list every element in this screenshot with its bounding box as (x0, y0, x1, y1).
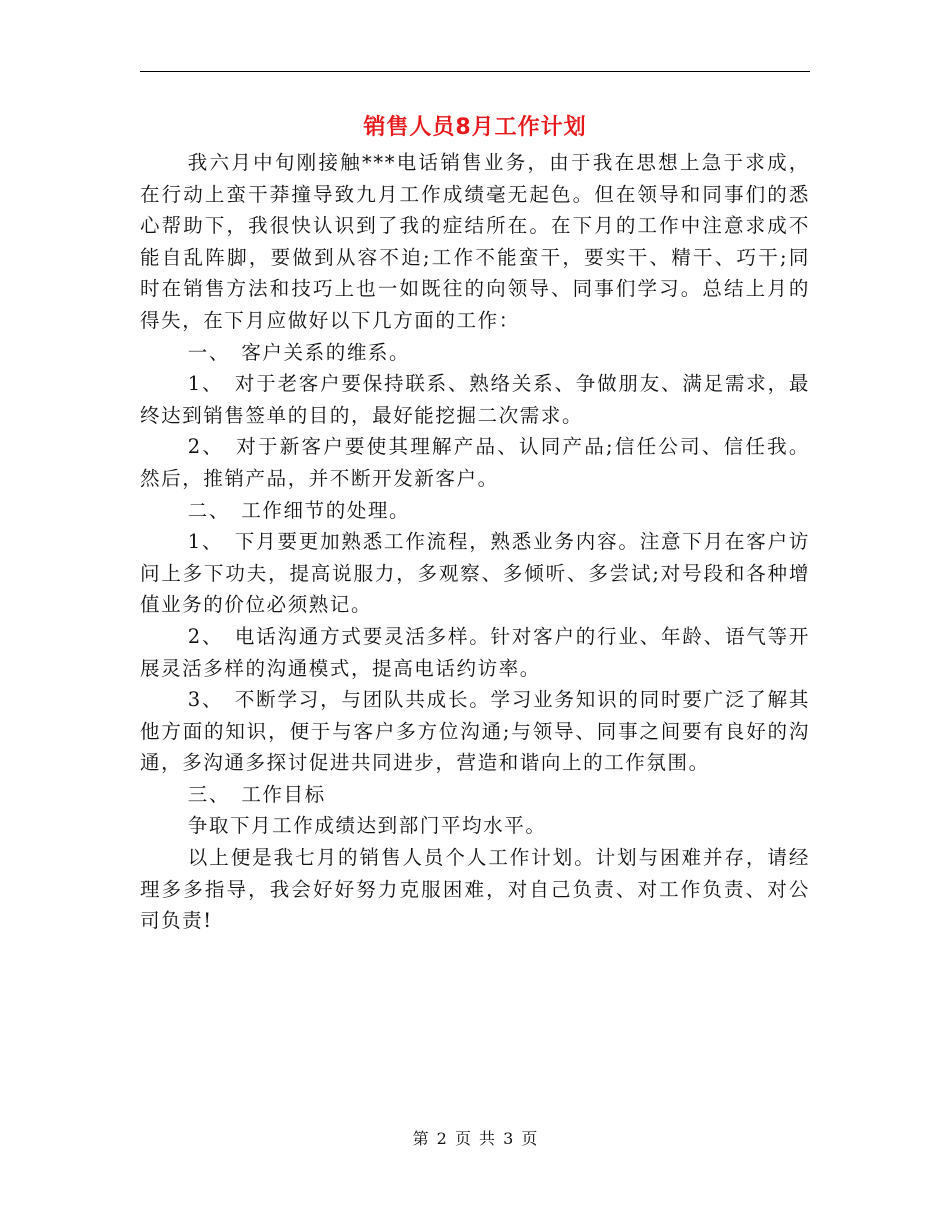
paragraph-intro: 我六月中旬刚接触***电话销售业务，由于我在思想上急于求成，在行动上蛮干莽撞导致九月工作成绩毫无起色。但在领导和同事们的悉心帮助下，我很快认识到了我的症结所在。在下月的工作中注意求成不能自乱阵脚，要做到从容不迫;工作不能蛮干，要实干、精干、巧干;同时在销售方法和技巧上也一如既往的向领导、同事们学习。总结上月的得失，在下月应做好以下几方面的工作： (140, 151, 810, 332)
paragraph-existing-clients: 1、 对于老客户要保持联系、熟络关系、争做朋友、满足需求，最终达到销售签单的目的，最好能挖掘二次需求。 (140, 372, 810, 427)
paragraph-closing: 以上便是我七月的销售人员个人工作计划。计划与困难并存，请经理多多指导，我会好好努力克服困难，对自己负责、对工作负责、对公司负责! (140, 846, 810, 933)
paragraph-goal: 争取下月工作成绩达到部门平均水平。 (187, 814, 547, 838)
paragraph-phone-communication: 2、 电话沟通方式要灵活多样。针对客户的行业、年龄、语气等开展灵活多样的沟通模式，提高电话约访率。 (140, 624, 810, 680)
header-rule (140, 71, 810, 72)
section-heading-client-relations: 一、 客户关系的维系。 (187, 340, 411, 364)
paragraph-workflow: 1、 下月要更加熟悉工作流程，熟悉业务内容。注意下月在客户访问上多下功夫，提高说服力，多观察、多倾听、多尝试;对号段和各种增值业务的价位必须熟记。 (140, 530, 810, 617)
document-title: 销售人员8月工作计划 (363, 115, 587, 140)
paragraph-learning: 3、 不断学习，与团队共成长。学习业务知识的同时要广泛了解其他方面的知识，便于与客户多方位沟通;与领导、同事之间要有良好的沟通，多沟通多探讨促进共同进步，营造和谐向上的工作氛围。 (140, 688, 810, 775)
paragraph-new-clients: 2、 对于新客户要使其理解产品、认同产品;信任公司、信任我。然后，推销产品，并不断开发新客户。 (140, 435, 810, 490)
section-heading-work-goal: 三、 工作目标 (187, 782, 326, 806)
page-number-footer: 第 2 页 共 3 页 (412, 1129, 538, 1148)
document-body (140, 147, 810, 937)
section-heading-work-details: 二、 工作细节的处理。 (187, 498, 411, 522)
